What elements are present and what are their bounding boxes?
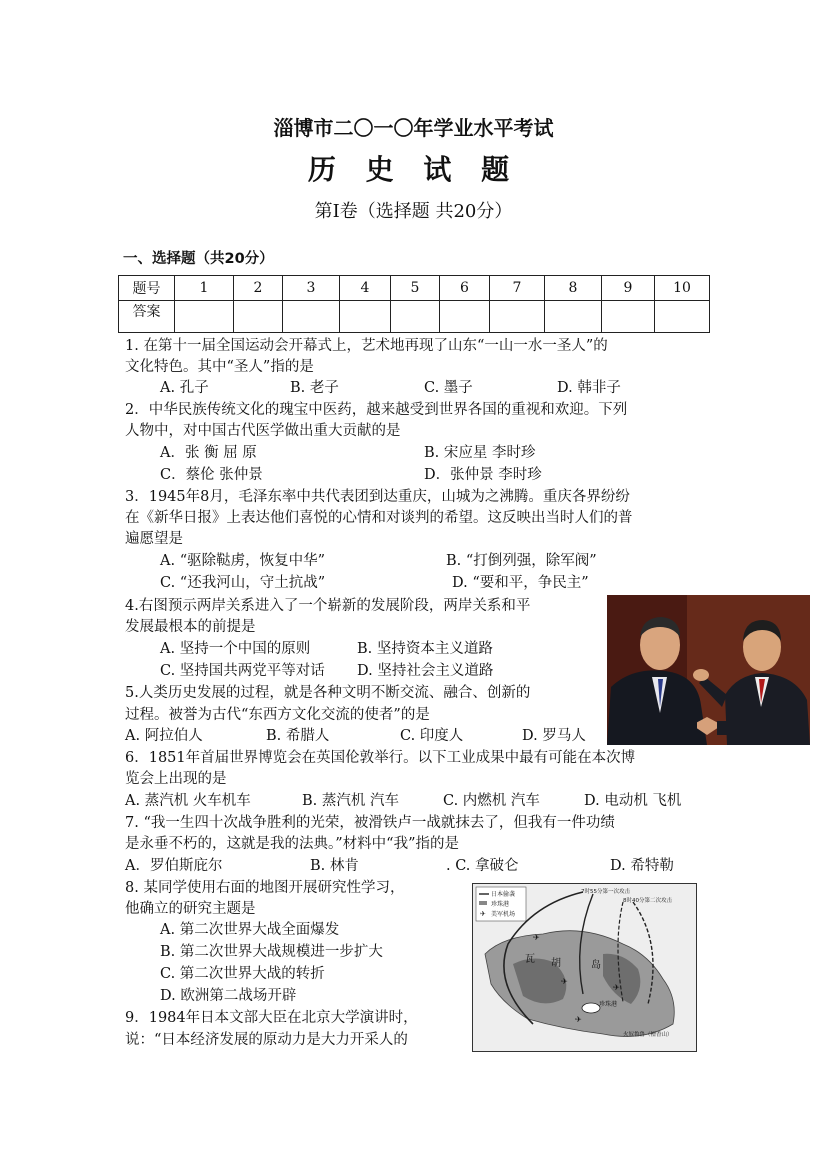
option-b[interactable]: B. “打倒列强，除军阀”	[446, 553, 597, 569]
option-a[interactable]: A. 第二次世界大战全面爆发	[160, 922, 340, 938]
question-text: 7. “我一生四十次战争胜利的光荣，被滑铁卢一战就抹去了，但我有一件功绩	[125, 815, 615, 831]
option-c[interactable]: C. 印度人	[400, 728, 464, 744]
table-cell: 7	[490, 276, 545, 301]
legend-item: 珍珠港	[491, 901, 510, 908]
answer-cell[interactable]	[340, 301, 391, 333]
question-text: 发展最根本的前提是	[125, 619, 256, 635]
answer-cell[interactable]	[545, 301, 602, 333]
option-a[interactable]: A. 孔子	[160, 380, 209, 396]
table-cell: 3	[283, 276, 340, 301]
question-text: 在《新华日报》上表达他们喜悦的心情和对谈判的希望。这反映出当时人们的普	[125, 510, 633, 526]
answer-cell[interactable]	[283, 301, 340, 333]
option-c[interactable]: . C. 拿破仑	[446, 858, 519, 874]
question-text: 说：“日本经济发展的原动力是大力开采人的	[125, 1032, 408, 1048]
answer-cell[interactable]	[655, 301, 710, 333]
option-b[interactable]: B. 第二次世界大战规模进一步扩大	[160, 944, 383, 960]
option-b[interactable]: B. 老子	[290, 380, 339, 396]
answer-cell[interactable]	[234, 301, 283, 333]
option-d[interactable]: D. 罗马人	[522, 728, 586, 744]
part-title: 第Ⅰ卷（选择题 共20分）	[314, 201, 513, 222]
pearl-harbor-label: 珍珠港	[599, 1001, 618, 1008]
question-text: 3．1945年8月，毛泽东率中共代表团到达重庆，山城为之沸腾。重庆各界纷纷	[125, 489, 630, 505]
table-cell: 2	[234, 276, 283, 301]
table-cell: 8	[545, 276, 602, 301]
option-d[interactable]: D．张仲景 李时珍	[424, 467, 542, 483]
question-text: 人物中，对中国古代医学做出重大贡献的是	[125, 423, 401, 439]
legend-item: 日本偷袭	[491, 891, 516, 898]
option-a[interactable]: A. 阿拉伯人	[125, 728, 203, 744]
question-text: 4.右图预示两岸关系进入了一个崭新的发展阶段，两岸关系和平	[125, 598, 531, 614]
section-title: 一、选择题（共20分）	[123, 251, 274, 267]
table-header-cell: 答案	[119, 301, 175, 333]
island-char: 瓦	[525, 954, 535, 965]
plane-icon: ✈	[561, 977, 568, 986]
question-text: 8. 某同学使用右面的地图开展研究性学习，	[125, 880, 405, 896]
question-text: 6．1851年首届世界博览会在英国伦敦举行。以下工业成果中最有可能在本次博	[125, 750, 636, 766]
option-c[interactable]: C. “还我河山，守土抗战”	[160, 575, 326, 591]
option-b[interactable]: B. 宋应星 李时珍	[424, 445, 536, 461]
table-cell: 1	[175, 276, 234, 301]
island-char: 岛	[591, 960, 601, 971]
table-cell: 9	[602, 276, 655, 301]
handshake-photo-drawing	[607, 595, 810, 745]
option-b[interactable]: B. 希腊人	[266, 728, 330, 744]
answer-cell[interactable]	[440, 301, 490, 333]
option-a[interactable]: A. 蒸汽机 火车机车	[125, 793, 251, 809]
answer-cell[interactable]	[490, 301, 545, 333]
legend-item: 美军机场	[491, 911, 516, 918]
option-b[interactable]: B. 坚持资本主义道路	[357, 641, 493, 657]
option-c[interactable]: C. 第二次世界大战的转折	[160, 966, 325, 982]
answer-cell[interactable]	[602, 301, 655, 333]
answer-cell[interactable]	[175, 301, 234, 333]
wave1-label: 7时55分第一次攻击	[581, 889, 630, 895]
table-cell: 10	[655, 276, 710, 301]
option-d[interactable]: D. 欧洲第二战场开辟	[160, 988, 297, 1004]
option-c[interactable]: C. 墨子	[424, 380, 473, 396]
option-c[interactable]: C．蔡伦 张仲景	[160, 467, 263, 483]
question-text: 5.人类历史发展的过程，就是各种文明不断交流、融合、创新的	[125, 685, 531, 701]
question-text: 览会上出现的是	[125, 771, 227, 787]
question-text: 遍愿望是	[125, 531, 183, 547]
handshake-photo	[607, 595, 810, 745]
table-cell: 5	[391, 276, 440, 301]
question-text: 9．1984年日本文部大臣在北京大学演讲时，	[125, 1010, 418, 1026]
table-cell: 6	[440, 276, 490, 301]
subject-title: 历 史 试 题	[307, 153, 520, 186]
plane-icon: ✈	[575, 1015, 582, 1024]
option-a[interactable]: A. “驱除鞑虏，恢复中华”	[160, 553, 326, 569]
option-c[interactable]: C. 内燃机 汽车	[443, 793, 540, 809]
wave2-label: 8时40分第二次攻击	[623, 898, 672, 904]
table-header-cell: 题号	[119, 276, 175, 301]
answer-table	[118, 275, 710, 333]
answer-cell[interactable]	[391, 301, 440, 333]
table-row	[119, 301, 710, 333]
table-row	[119, 276, 710, 301]
option-c[interactable]: C. 坚持国共两党平等对话	[160, 663, 325, 679]
option-a[interactable]: A．张 衡 屈 原	[160, 445, 257, 461]
plane-icon: ✈	[533, 933, 540, 942]
option-a[interactable]: A．罗伯斯庇尔	[125, 858, 223, 874]
question-text: 是永垂不朽的，这就是我的法典。”材料中“我”指的是	[125, 836, 459, 852]
question-text: 过程。被誉为古代“东西方文化交流的使者”的是	[125, 707, 430, 723]
pearl-harbor-map	[472, 883, 697, 1052]
table-cell: 4	[340, 276, 391, 301]
question-text: 他确立的研究主题是	[125, 901, 256, 917]
option-d[interactable]: D. 韩非子	[557, 380, 621, 396]
island-char: 胡	[551, 958, 561, 969]
honolulu-label: 火奴鲁鲁（檀香山）	[623, 1032, 673, 1038]
pearl-harbor-map-drawing	[473, 884, 696, 1051]
option-b[interactable]: B. 蒸汽机 汽车	[302, 793, 399, 809]
question-text: 1. 在第十一届全国运动会开幕式上，艺术地再现了山东“一山一水一圣人”的	[125, 338, 608, 354]
question-text: 2．中华民族传统文化的瑰宝中医药，越来越受到世界各国的重视和欢迎。下列	[125, 402, 628, 418]
option-a[interactable]: A. 坚持一个中国的原则	[160, 641, 311, 657]
option-d[interactable]: D. 电动机 飞机	[584, 793, 682, 809]
option-d[interactable]: D. “要和平，争民主”	[452, 575, 589, 591]
question-text: 文化特色。其中“圣人”指的是	[125, 359, 314, 375]
plane-icon: ✈	[613, 983, 620, 992]
option-d[interactable]: D. 希特勒	[610, 858, 674, 874]
exam-title: 淄博市二〇一〇年学业水平考试	[273, 116, 554, 140]
option-b[interactable]: B. 林肯	[310, 858, 359, 874]
plane-icon: ✈	[480, 910, 486, 918]
option-d[interactable]: D. 坚持社会主义道路	[357, 663, 494, 679]
